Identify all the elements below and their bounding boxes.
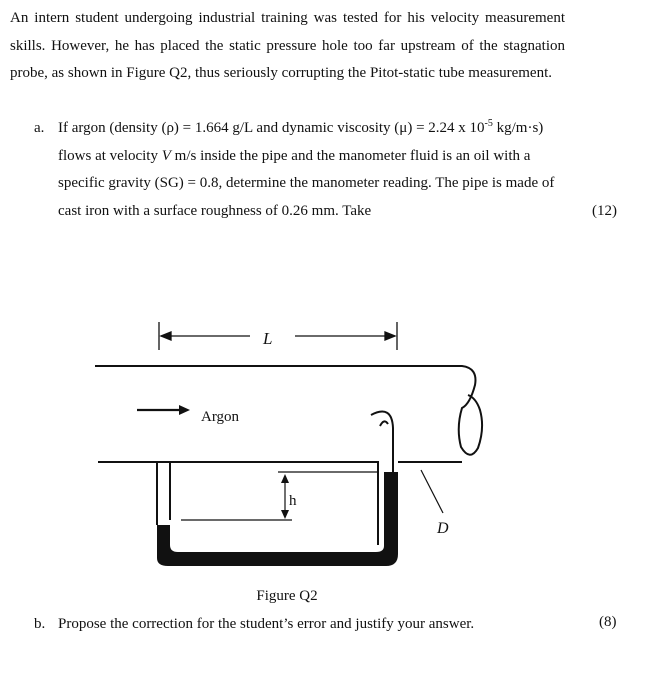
fluid-level-lines bbox=[181, 472, 378, 520]
h-arrow-up bbox=[281, 474, 289, 483]
label-D: D bbox=[437, 520, 449, 537]
diameter-leader bbox=[421, 470, 443, 513]
question-a-text-part1: If argon (density (ρ) = 1.664 g/L and dynamic viscosity (μ) = 2.24 x 10 bbox=[58, 120, 485, 136]
label-h: h bbox=[289, 493, 297, 509]
question-a-marks: (12) bbox=[592, 203, 617, 219]
label-argon: Argon bbox=[201, 409, 240, 425]
question-a-label: a. bbox=[34, 120, 45, 136]
h-arrow-down bbox=[281, 510, 289, 519]
question-a-text-part3: m/s inside the pipe and the manometer fluid is an oil with a specific gravity (SG) = 0.8, determine the manometer reading. The pipe is made of cast iron with a surface roughness of 0.26 mm. Take bbox=[58, 147, 555, 219]
question-b-marks: (8) bbox=[599, 614, 617, 630]
flow-arrow bbox=[137, 405, 190, 415]
velocity-symbol: V bbox=[161, 147, 171, 164]
viscosity-exponent: -5 bbox=[484, 118, 493, 129]
pipe-wall bbox=[95, 366, 482, 472]
manometer-tube bbox=[157, 462, 378, 545]
question-b-text: Propose the correction for the student’s error and justify your answer. bbox=[58, 616, 475, 632]
question-b-label: b. bbox=[34, 616, 46, 632]
figure-caption: Figure Q2 bbox=[256, 588, 318, 604]
question-a-text-part2: kg/m·s) flows at velocity bbox=[58, 120, 544, 164]
intro-paragraph: An intern student undergoing industrial training was tested for his velocity measurement skills. However, he has placed the static pressure hole too far upstream of the stagnation probe, as shown in Figure Q2, thus seriously corrupting the Pitot-static tube measurement. bbox=[10, 10, 565, 81]
label-L: L bbox=[263, 329, 273, 348]
manometer-fluid bbox=[157, 472, 398, 566]
length-dimension bbox=[159, 322, 397, 350]
